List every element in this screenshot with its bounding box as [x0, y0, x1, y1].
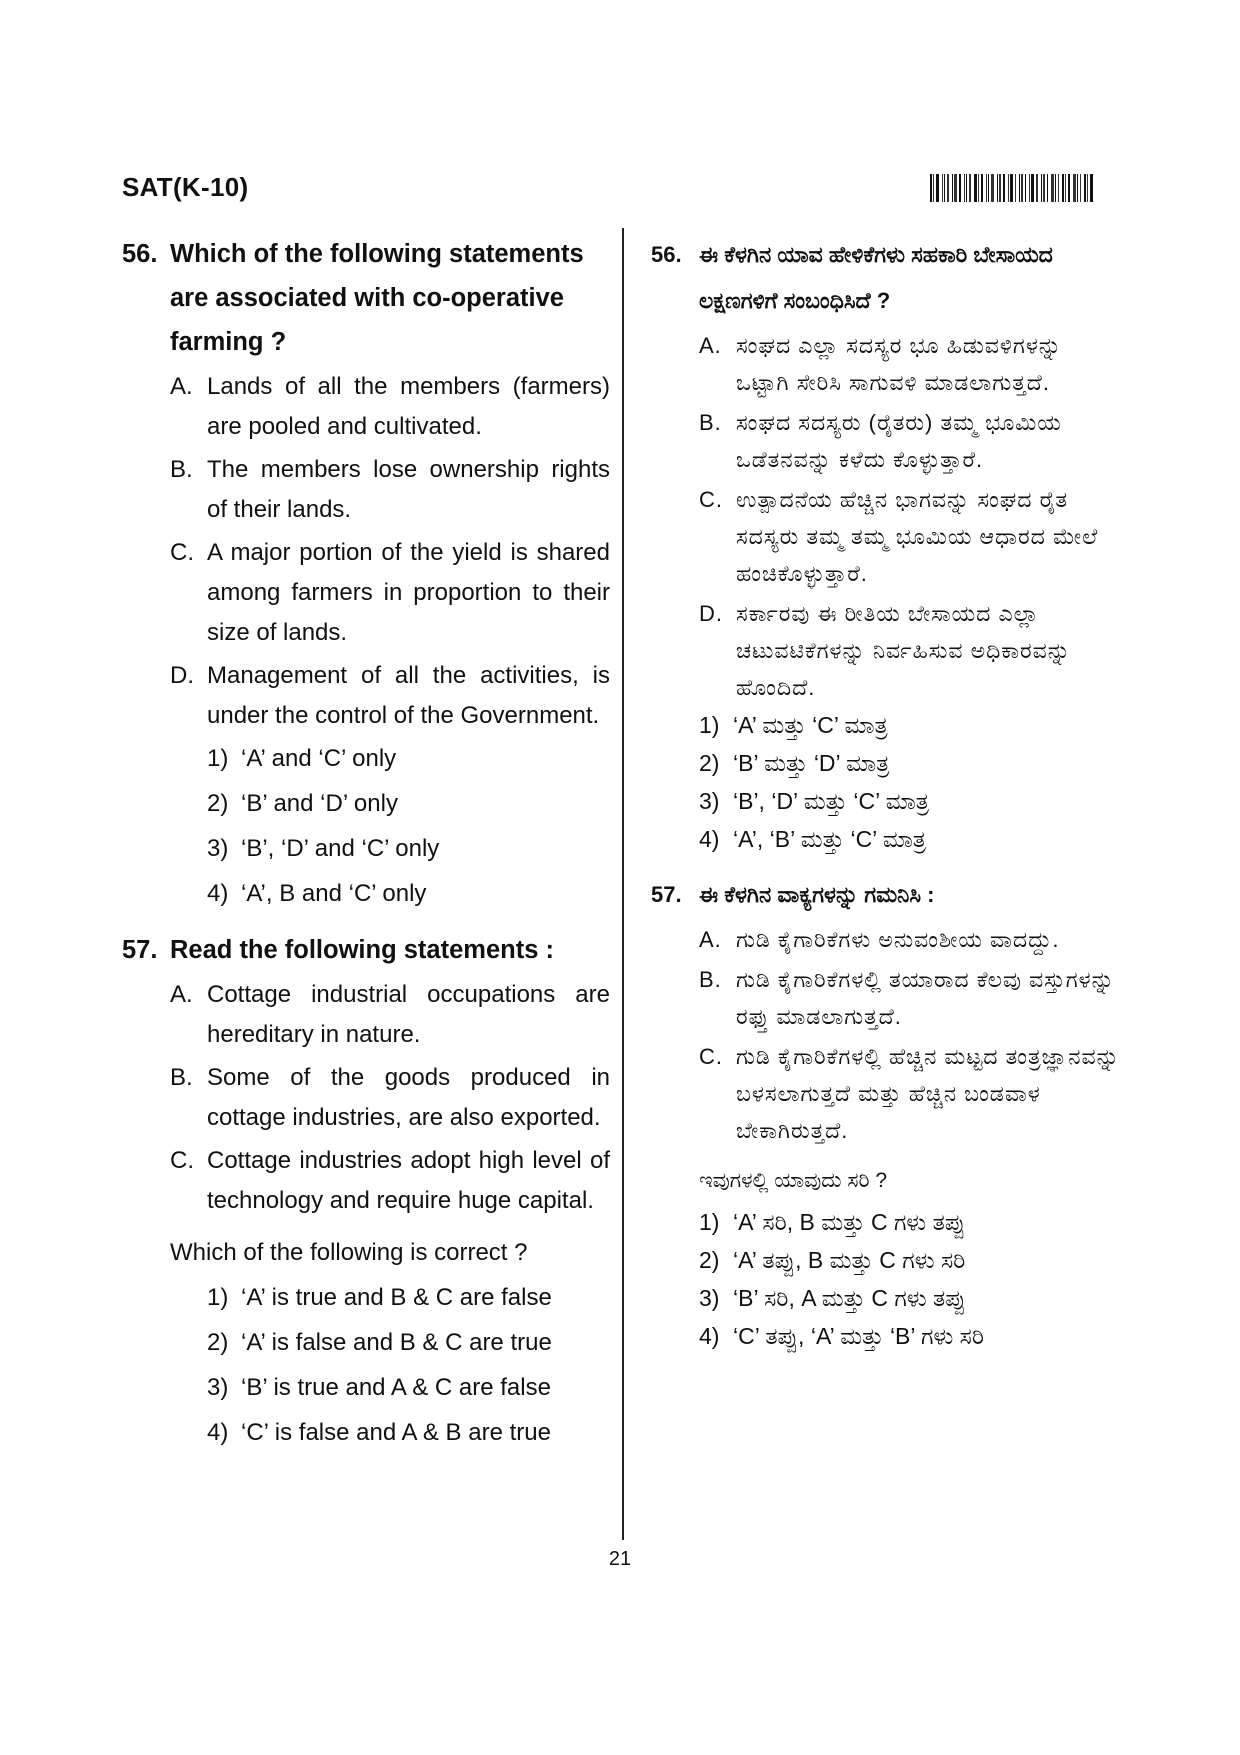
answer-number: 4) [699, 1323, 720, 1349]
statement-b [170, 1058, 610, 1138]
statement-text: Management of all the activities, is under the control of the Government. [207, 662, 610, 729]
statement-letter: B. [699, 410, 722, 435]
answer-text: ‘A’ ಮತ್ತು ‘C’ ಮಾತ್ರ [733, 712, 888, 738]
answer-number: 1) [207, 1284, 229, 1311]
statement-letter: A. [699, 333, 722, 358]
statement-a [699, 921, 1121, 958]
answer-option-3[interactable] [207, 1365, 610, 1410]
answer-text: ‘C’ ತಪ್ಪು, ‘A’ ಮತ್ತು ‘B’ ಗಳು ಸರಿ [733, 1323, 985, 1349]
statement-a [170, 975, 610, 1055]
answer-option-1[interactable] [699, 1203, 1121, 1241]
answer-text: ‘B’, ‘D’ ಮತ್ತು ‘C’ ಮಾತ್ರ [733, 788, 929, 814]
question-number: 56. [122, 240, 158, 268]
answer-text: ‘A’ ಸರಿ, B ಮತ್ತು C ಗಳು ತಪ್ಪು [733, 1209, 966, 1235]
question-text: ಈ ಕೆಳಗಿನ ಯಾವ ಹೇಳಿಕೆಗಳು ಸಹಕಾರಿ ಬೇಸಾಯದ ಲಕ್ಷಣಗಳಿಗೆ ಸಂಬಂಧಿಸಿದೆ ? [699, 242, 1053, 313]
statement-text: Cottage industries adopt high level of technology and require huge capital. [207, 1147, 610, 1214]
answer-option-3[interactable] [699, 1279, 1121, 1317]
statement-letter: C. [170, 1147, 194, 1174]
page-number: 21 [608, 1548, 632, 1570]
answer-text: ‘B’ is true and A & C are false [241, 1374, 551, 1401]
statement-letter: C. [699, 487, 723, 512]
statement-text: ಸಂಘದ ಸದಸ್ಯರು (ರೈತರು) ತಮ್ಮ ಭೂಮಿಯ ಒಡೆತನವನ್ನು ಕಳೆದು ಕೊಳ್ಳುತ್ತಾರೆ. [736, 410, 1062, 472]
statement-text: ಸರ್ಕಾರವು ಈ ರೀತಿಯ ಬೇಸಾಯದ ಎಲ್ಲಾ ಚಟುವಟಿಕೆಗಳನ್ನು ನಿರ್ವಹಿಸುವ ಅಧಿಕಾರವನ್ನು ಹೊಂದಿದೆ. [736, 601, 1071, 700]
statement-text: The members lose ownership rights of their lands. [207, 456, 610, 523]
statement-b [170, 450, 610, 530]
statement-text: Cottage industrial occupations are hereditary in nature. [207, 981, 610, 1048]
english-column [122, 232, 610, 1455]
answer-option-4[interactable] [207, 871, 610, 916]
answer-option-3[interactable] [207, 826, 610, 871]
statement-letter: A. [170, 373, 193, 400]
statement-text: Some of the goods produced in cottage industries, are also exported. [207, 1064, 610, 1131]
statement-c [699, 481, 1121, 592]
answer-option-3[interactable] [699, 782, 1121, 820]
question-stem [122, 232, 610, 364]
answer-number: 2) [207, 1329, 229, 1356]
statement-letter: D. [699, 601, 723, 626]
statement-text: ಗುಡಿ ಕೈಗಾರಿಕೆಗಳಲ್ಲಿ ತಯಾರಾದ ಕೆಲವು ವಸ್ತುಗಳನ್ನು ರಫ್ತು ಮಾಡಲಾಗುತ್ತದೆ. [736, 967, 1115, 1029]
answer-text: ‘A’ and ‘C’ only [241, 745, 397, 772]
question-57-en [122, 928, 610, 1455]
answer-option-4[interactable] [207, 1410, 610, 1455]
answer-number: 2) [699, 750, 720, 776]
barcode-icon [930, 174, 1120, 202]
question-prompt: Which of the following is correct ? [170, 1239, 528, 1266]
answer-number: 3) [699, 1285, 720, 1311]
answer-option-4[interactable] [699, 1317, 1121, 1355]
statement-c [699, 1038, 1121, 1149]
question-text: ಈ ಕೆಳಗಿನ ವಾಕ್ಯಗಳನ್ನು ಗಮನಿಸಿ : [699, 882, 935, 907]
statement-a [699, 327, 1121, 401]
statement-d [170, 656, 610, 736]
answer-number: 3) [207, 1374, 229, 1401]
question-stem [122, 928, 610, 972]
answer-text: ‘A’, B and ‘C’ only [241, 880, 427, 907]
statement-a [170, 367, 610, 447]
kannada-column [651, 232, 1121, 1355]
answer-number: 1) [699, 712, 720, 738]
statement-text: Lands of all the members (farmers) are pooled and cultivated. [207, 373, 610, 440]
answer-number: 4) [207, 880, 229, 907]
page-header [122, 172, 1122, 212]
answer-option-2[interactable] [699, 1241, 1121, 1279]
answer-text: ‘B’ ಸರಿ, A ಮತ್ತು C ಗಳು ತಪ್ಪು [733, 1285, 966, 1311]
answer-option-2[interactable] [207, 781, 610, 826]
answer-number: 4) [699, 826, 720, 852]
question-prompt: ಇವುಗಳಲ್ಲಿ ಯಾವುದು ಸರಿ ? [699, 1169, 888, 1192]
answer-number: 3) [207, 835, 229, 862]
answer-text: ‘A’ ತಪ್ಪು, B ಮತ್ತು C ಗಳು ಸರಿ [733, 1247, 966, 1273]
statement-b [699, 961, 1121, 1035]
statement-text: ಸಂಘದ ಎಲ್ಲಾ ಸದಸ್ಯರ ಭೂ ಹಿಡುವಳಿಗಳನ್ನು ಒಟ್ಟಾಗಿ ಸೇರಿಸಿ ಸಾಗುವಳಿ ಮಾಡಲಾಗುತ್ತದೆ. [736, 333, 1062, 395]
answer-number: 1) [699, 1209, 720, 1235]
answer-option-4[interactable] [699, 820, 1121, 858]
question-text: Read the following statements : [170, 936, 554, 964]
paper-code: SAT(K-10) [122, 172, 249, 202]
statement-letter: B. [170, 456, 193, 483]
question-number: 57. [651, 882, 682, 907]
question-stem [651, 872, 1121, 918]
question-number: 56. [651, 242, 682, 267]
question-56-en [122, 232, 610, 916]
statement-text: ಗುಡಿ ಕೈಗಾರಿಕೆಗಳಲ್ಲಿ ಹೆಚ್ಚಿನ ಮಟ್ಟದ ತಂತ್ರಜ್ಞಾನವನ್ನು ಬಳಸಲಾಗುತ್ತದೆ ಮತ್ತು ಹೆಚ್ಚಿನ ಬಂಡವಾಳ ಬೇಕಾಗಿರುತ್ತದೆ. [736, 1044, 1120, 1143]
answer-option-1[interactable] [207, 1275, 610, 1320]
answer-number: 1) [207, 745, 229, 772]
answer-text: ‘A’, ‘B’ ಮತ್ತು ‘C’ ಮಾತ್ರ [733, 826, 926, 852]
statement-text: ಗುಡಿ ಕೈಗಾರಿಕೆಗಳು ಅನುವಂಶೀಯ ವಾದದ್ದು. [736, 927, 1060, 952]
question-text: Which of the following statements are associated with co-operative farming ? [170, 240, 584, 356]
answer-text: ‘B’ ಮತ್ತು ‘D’ ಮಾತ್ರ [733, 750, 890, 776]
statement-text: A major portion of the yield is shared among farmers in proportion to their size of lands. [207, 539, 610, 646]
column-divider [622, 228, 624, 1540]
question-number: 57. [122, 936, 158, 964]
statement-d [699, 595, 1121, 706]
question-56-kn [651, 232, 1121, 858]
statement-letter: A. [699, 927, 722, 952]
question-57-kn [651, 872, 1121, 1355]
answer-option-2[interactable] [207, 1320, 610, 1365]
answer-option-2[interactable] [699, 744, 1121, 782]
statement-c [170, 1141, 610, 1221]
statement-letter: D. [170, 662, 194, 689]
answer-option-1[interactable] [207, 736, 610, 781]
statement-letter: C. [170, 539, 194, 566]
answer-text: ‘A’ is false and B & C are true [241, 1329, 552, 1356]
statement-letter: B. [170, 1064, 193, 1091]
statement-letter: B. [699, 967, 722, 992]
answer-text: ‘B’ and ‘D’ only [241, 790, 398, 817]
question-stem [651, 232, 1121, 324]
answer-text: ‘A’ is true and B & C are false [241, 1284, 552, 1311]
answer-option-1[interactable] [699, 706, 1121, 744]
answer-number: 2) [207, 790, 229, 817]
statement-text: ಉತ್ಪಾದನೆಯ ಹೆಚ್ಚಿನ ಭಾಗವನ್ನು ಸಂಘದ ರೈತ ಸದಸ್ಯರು ತಮ್ಮ ತಮ್ಮ ಭೂಮಿಯ ಆಧಾರದ ಮೇಲೆ ಹಂಚಿಕೊಳ್ಳುತ್ತಾರೆ. [736, 487, 1099, 586]
statement-letter: C. [699, 1044, 723, 1069]
statement-b [699, 404, 1121, 478]
answer-text: ‘C’ is false and A & B are true [241, 1419, 551, 1446]
answer-text: ‘B’, ‘D’ and ‘C’ only [241, 835, 440, 862]
statement-c [170, 533, 610, 653]
statement-letter: A. [170, 981, 193, 1008]
answer-number: 2) [699, 1247, 720, 1273]
answer-number: 3) [699, 788, 720, 814]
answer-number: 4) [207, 1419, 229, 1446]
